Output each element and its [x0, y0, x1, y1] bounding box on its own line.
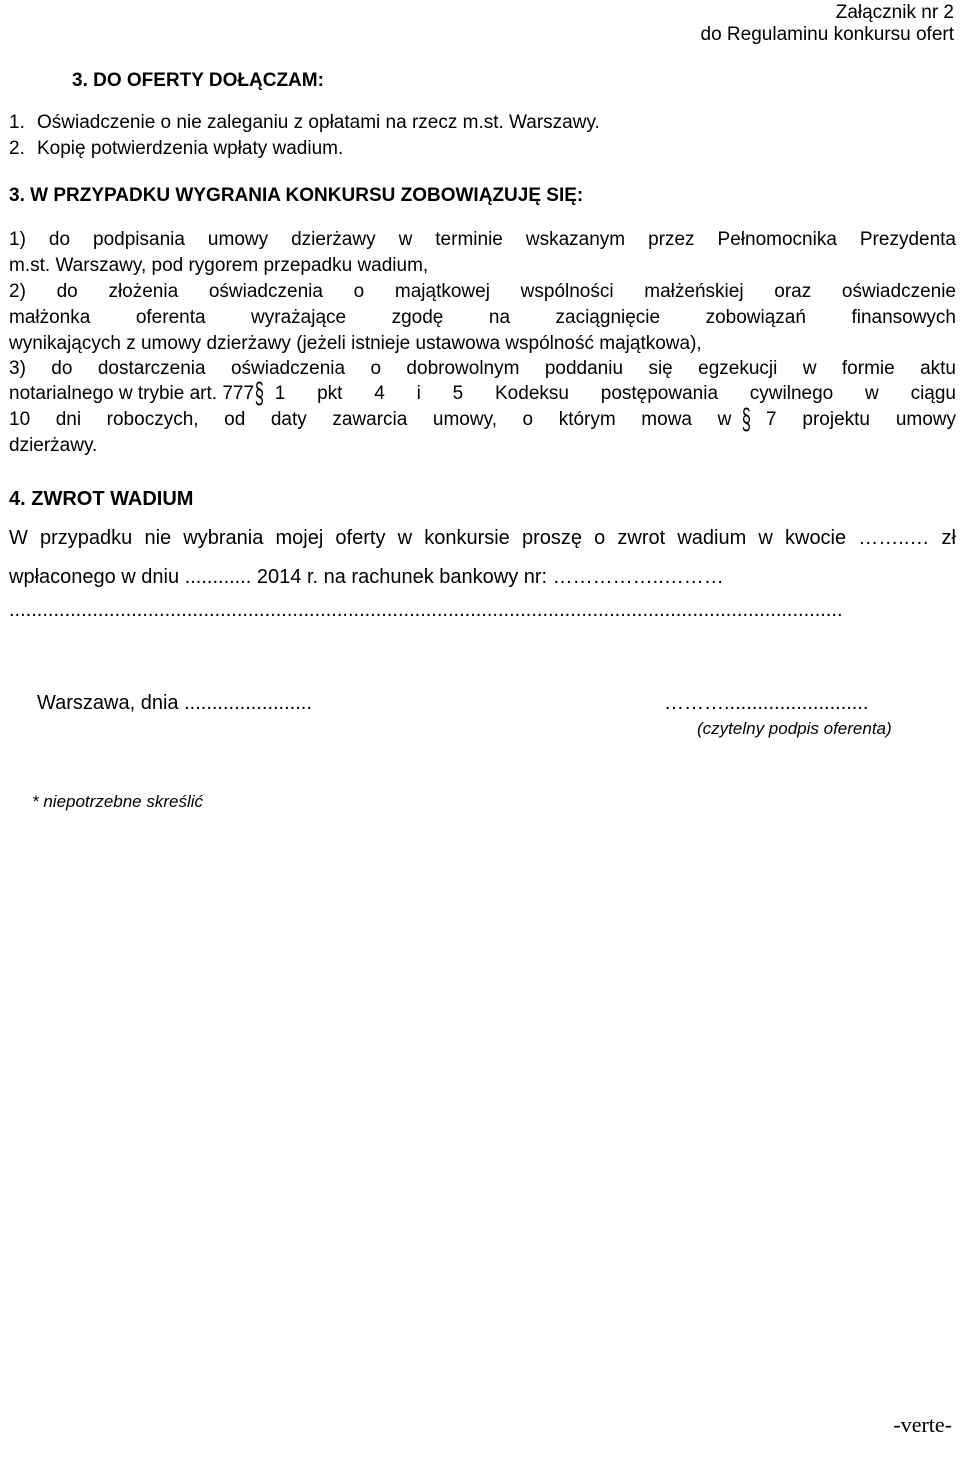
- obligation-text: notarialnego w trybie art. 777: [9, 383, 255, 404]
- signature-line: ………..........................: [664, 692, 869, 714]
- section-obligations-title: 3. W PRZYPADKU WYGRANIA KONKURSU ZOBOWIĄZUJĘ SIĘ:: [9, 185, 584, 206]
- obligation-line: 2) do złożenia oświadczenia o majątkowej wspólności małżeńskiej oraz oświadczenie: [9, 281, 956, 302]
- obligation-text: 7 projektu umowy: [766, 409, 956, 430]
- refund-amount-line: W przypadku nie wybrania mojej oferty w konkursie proszę o zwrot wadium w kwocie ……..… zł: [9, 527, 956, 549]
- obligation-line: [9, 403, 956, 436]
- obligation-line: [9, 377, 956, 410]
- obligation-line: wynikających z umowy dzierżawy (jeżeli istnieje ustawowa wspólność majątkowa),: [9, 333, 702, 354]
- footnote: * niepotrzebne skreślić: [32, 792, 204, 811]
- attachment-item-text: Kopię potwierdzenia wpłaty wadium.: [37, 138, 344, 159]
- attachment-item: [9, 112, 600, 134]
- obligation-line: dzierżawy.: [9, 435, 98, 456]
- attachment-item-number: 2.: [9, 138, 25, 159]
- annex-subtitle: do Regulaminu konkursu ofert: [700, 24, 954, 45]
- obligation-line: m.st. Warszawy, pod rygorem przepadku wadium,: [9, 255, 429, 276]
- section-refund-title: 4. ZWROT WADIUM: [9, 488, 194, 510]
- section-sign-icon: §: [742, 403, 752, 436]
- verte-label: -verte-: [893, 1412, 952, 1437]
- obligation-line: 3) do dostarczenia oświadczenia o dobrowolnym poddaniu się egzekucji w formie aktu: [9, 358, 956, 379]
- place-date-field: Warszawa, dnia .......................: [37, 692, 312, 714]
- signature-caption: (czytelny podpis oferenta): [697, 719, 892, 738]
- obligation-line: 1) do podpisania umowy dzierżawy w terminie wskazanym przez Pełnomocnika Prezydenta: [9, 229, 956, 250]
- attachment-item: [9, 138, 343, 160]
- obligation-text: [275, 383, 956, 405]
- attachment-item-text: Oświadczenie o nie zaleganiu z opłatami na rzecz m.st. Warszawy.: [37, 112, 600, 133]
- attachment-item-number: 1.: [9, 112, 25, 133]
- section-sign-icon: §: [254, 377, 264, 410]
- obligation-text: 10 dni roboczych, od daty zawarcia umowy, o którym mowa w: [9, 409, 732, 430]
- obligation-line: małżonka oferenta wyrażające zgodę na zaciągnięcie zobowiązań finansowych: [9, 307, 956, 328]
- annex-label: Załącznik nr 2: [835, 2, 954, 23]
- obligation-text: 1 pkt 4 i 5 Kodeksu postępowania cywilnego w ciągu: [274, 383, 956, 404]
- refund-account-line: wpłaconego w dniu ............ 2014 r. na rachunek bankowy nr: ……………..………: [9, 566, 724, 588]
- refund-account-continuation: ......................................................................................................................................................: [9, 599, 843, 621]
- section-attachments-title: 3. DO OFERTY DOŁĄCZAM:: [72, 70, 324, 91]
